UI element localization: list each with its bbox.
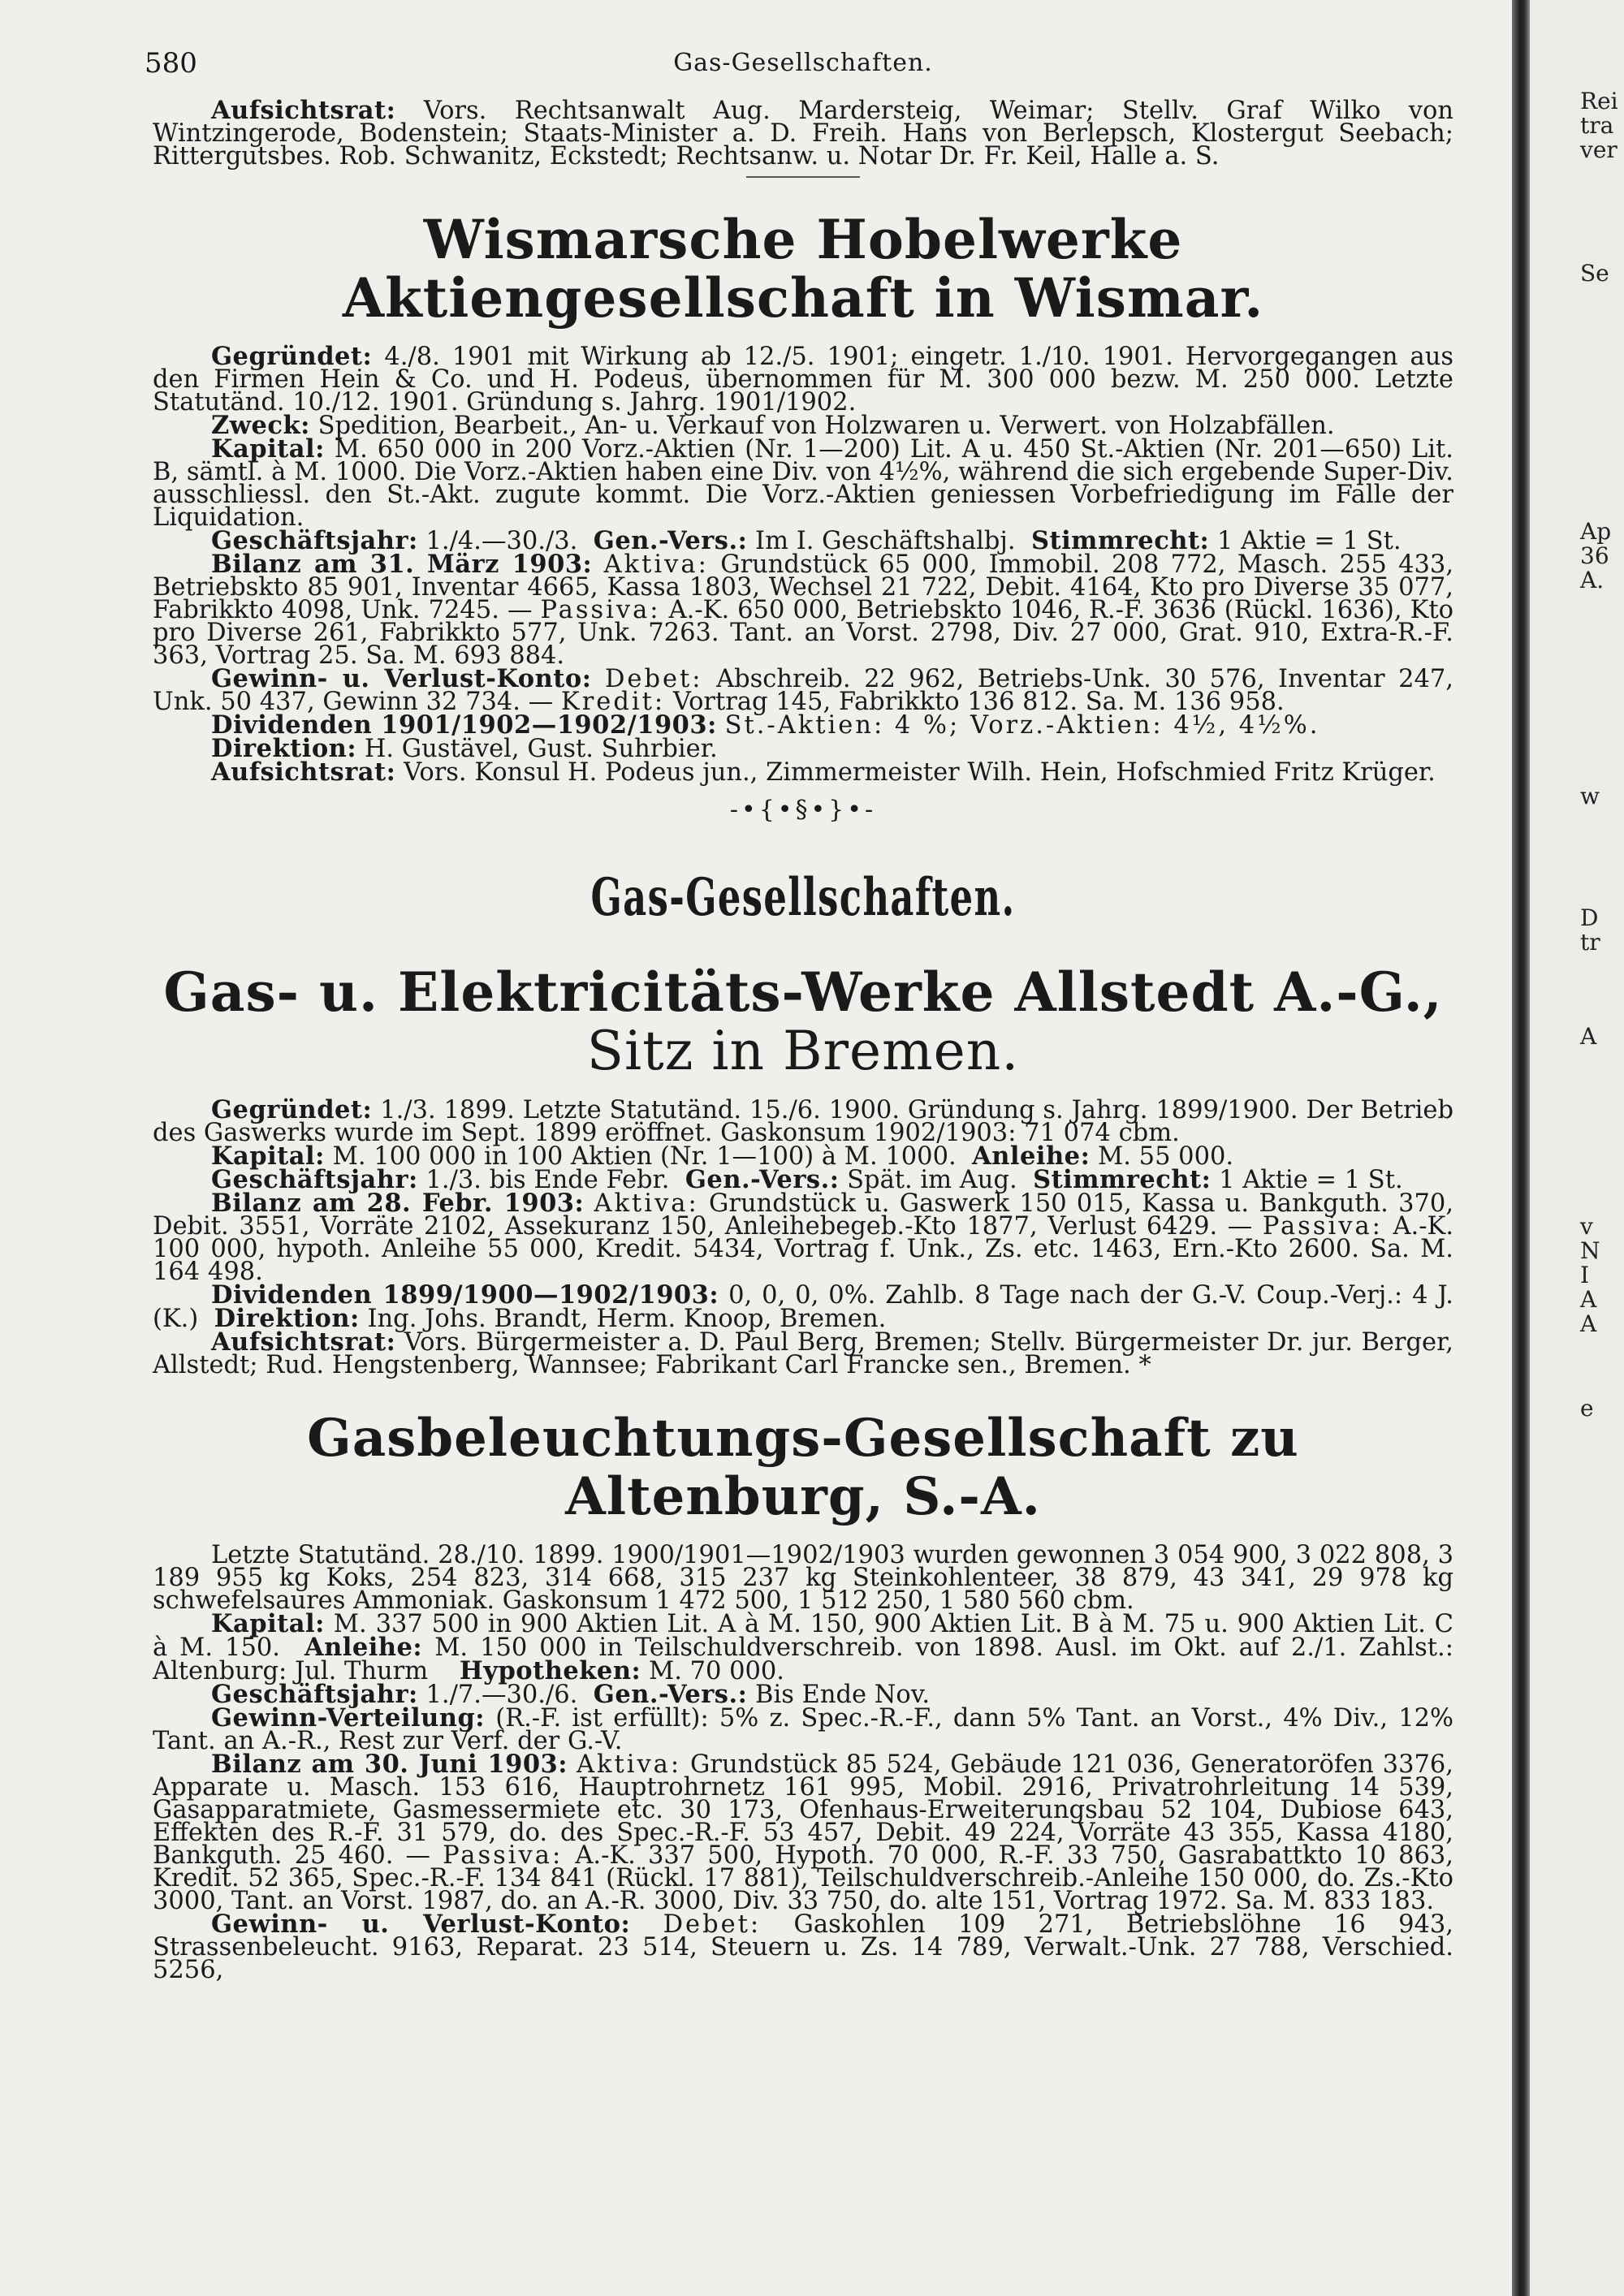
wismar-aufsichtsrat (153, 757, 1453, 787)
field-label: Dividenden 1901/1902—1902/1903: (211, 710, 717, 740)
section-heading: Gas-Gesellschaften. (590, 867, 1016, 928)
adjacent-fragment: Se (1580, 260, 1609, 287)
company-title-altenburg: Gasbeleuchtungs-Gesellschaft zu Altenburg, S.-A. (307, 1408, 1299, 1527)
field-label: Bilanz am 31. März 1903: (211, 550, 593, 579)
field-label: Bilanz am 28. Febr. 1903: (211, 1189, 585, 1218)
adjacent-fragment: D (1580, 904, 1599, 931)
adjacent-page-edge (1530, 0, 1624, 2296)
field-label: Anleihe: (304, 1633, 423, 1662)
altenburg-gewinnverteilung (153, 1703, 1453, 1755)
field-label: Aufsichtsrat: (211, 757, 396, 787)
field-label: Kapital: (211, 1609, 325, 1638)
field-value: M. 55 000. (1098, 1142, 1234, 1171)
wismar-kapital (153, 434, 1453, 532)
field-value: 1 Aktie = 1 St. (1217, 527, 1402, 555)
field-value: 1./3. bis Ende Febr. (425, 1166, 670, 1194)
company-title-wismar: Wismarsche Hobelwerke Aktiengesellschaft in Wismar. (342, 208, 1264, 330)
field-label: Geschäftsjahr: (211, 1165, 418, 1194)
field-label: Aufsichtsrat: (211, 96, 396, 125)
passiva-word: Passiva: (443, 1841, 564, 1870)
field-value: 1./3. 1899. Letzte Statutänd. 15./6. 1900. Gründung s. Jahrg. 1899/1900. Der Betrieb des Gaswerks wurde im Sept. 1899 eröffnet. Gaskonsum 1902/1903: 71 074 cbm. (153, 1096, 1454, 1147)
field-value: Spedition, Bearbeit., An- u. Verkauf von Holzwaren u. Verwert. von Holzabfällen. (317, 412, 1335, 440)
aktiva-word: Aktiva: (576, 1750, 682, 1779)
field-value: Ing. Johs. Brandt, Herm. Knoop, Bremen. (367, 1305, 887, 1333)
field-label: Dividenden 1899/1900—1902/1903: (211, 1280, 719, 1310)
field-value: A.-K. 650 000, Betriebskto 1046, R.-F. 3636 (Rückl. 1636), Kto pro Diverse 261, Fabrikkto 577, Unk. 7263. Tant. an Vorst. 2798, Div. 27 000, Grat. 910, Extra-R.-F. 363, Vortrag 25. Sa. M. 693 884. (153, 596, 1453, 670)
field-value: 1./7.—30./6. (425, 1681, 578, 1709)
field-label: Gen.-Vers.: (593, 1680, 748, 1709)
field-value: Gaskohlen 109 271, Betriebslöhne 16 943, Strassenbeleucht. 9163, Reparat. 23 514, Steuern u. Zs. 14 789, Verwalt.-Unk. 27 788, Verschied. 5256, (153, 1910, 1453, 1984)
divider-rule (746, 176, 860, 178)
field-label: Gewinn-Verteilung: (211, 1703, 486, 1733)
field-label: Geschäftsjahr: (211, 1680, 418, 1709)
field-value: St.-Aktien: 4 %; Vorz.-Aktien: 4½, 4½%. (724, 711, 1320, 740)
field-value: H. Gustävel, Gust. Suhrbier. (364, 735, 718, 763)
field-value: Grundstück 85 524, Gebäude 121 036, Generatoröfen 3376, Apparate u. Masch. 153 616, Hauptrohrnetz 161 995, Mobil. 2916, Privatrohrleitung 14 539, Gasapparatmiete, Gasmessermiete etc. 30 173, Ofenhaus-Erweiterungsbau 52 104, Dubiose 643, Effekten des R.-F. 31 579, do. des Spec.-R.-F. 53 457, Debit. 49 224, Vorräte 43 355, Kassa 4180, Bankguth. 25 460. — (153, 1750, 1454, 1870)
allstedt-aufsichtsrat (153, 1327, 1453, 1379)
field-label: Kapital: (211, 1142, 325, 1171)
field-label: Gen.-Vers.: (593, 526, 748, 555)
field-value: (R.-F. ist erfüllt): 5% z. Spec.-R.-F., dann 5% Tant. an Vorst., 4% Div., 12% Tant. an A.-R., Rest zur Verf. der G.-V. (153, 1704, 1453, 1755)
field-label: Gen.-Vers.: (685, 1165, 840, 1194)
field-label: Gewinn- u. Verlust-Konto: (211, 664, 592, 693)
allstedt-gegruendet (153, 1095, 1454, 1147)
field-label: Aufsichtsrat: (211, 1327, 396, 1357)
adjacent-fragment: tr (1580, 929, 1600, 956)
field-value: 0, 0, 0, 0%. Zahlb. 8 Tage nach der G.-V. Coup.-Verj.: 4 J. (K.) (153, 1281, 1453, 1333)
adjacent-fragment: A (1580, 1310, 1597, 1337)
adjacent-fragment: N (1580, 1237, 1600, 1264)
field-label: Anleihe: (972, 1142, 1091, 1171)
allstedt-bilanz (153, 1189, 1454, 1286)
field-label: Gegründet: (211, 1095, 373, 1124)
adjacent-fragment: tra (1580, 112, 1614, 139)
field-value: Im I. Geschäftshalbj. (755, 527, 1016, 555)
wismar-guv (153, 664, 1454, 716)
field-value: M. 100 000 in 100 Aktien (Nr. 1—100) à M. 1000. (332, 1142, 957, 1171)
company-title-allstedt (153, 960, 1453, 1082)
debet-word: Debet: (663, 1910, 762, 1939)
field-value: Vortrag 145, Fabrikkto 136 812. Sa. M. 136 958. (672, 688, 1285, 716)
field-value: M. 650 000 in 200 Vorz.-Aktien (Nr. 1—200) Lit. A u. 450 St.-Aktien (Nr. 201—650) Lit. B, sämtl. à M. 1000. Die Vorz.-Aktien haben eine Div. von 4½%, während die sich ergebende Super-Div. ausschliessl. den St.-Akt. zugute kommt. Die Vorz.-Aktien geniessen Vorbefriedigung im Falle der Liquidation. (153, 435, 1453, 532)
running-title: Gas-Gesellschaften. (673, 49, 933, 77)
company-name: Gas- u. Elektricitäts-Werke Allstedt A.-G., (163, 960, 1443, 1024)
adjacent-fragment: w (1580, 783, 1600, 809)
adjacent-fragment: Ap (1580, 518, 1612, 545)
field-label: Direktion: (214, 1304, 360, 1333)
field-value: Grundstück 65 000, Immobil. 208 772, Masch. 255 433, Betriebskto 85 901, Inventar 4665, Kassa 1803, Wechsel 21 722, Debit. 4164, Kto pro Diverse 35 077, Fabrikkto 4098, Unk. 7245. — (153, 550, 1454, 624)
field-value: M. 337 500 in 900 Aktien Lit. A à M. 150, 900 Aktien Lit. B à M. 75 u. 900 Aktien Lit. C à M. 150. (153, 1610, 1454, 1662)
adjacent-fragment: A (1580, 1023, 1597, 1050)
page-number: 580 (145, 47, 197, 80)
adjacent-fragment: Rei (1580, 88, 1618, 114)
field-label: Geschäftsjahr: (211, 526, 418, 555)
adjacent-fragment: A. (1580, 567, 1605, 593)
wismar-gegruendet (153, 342, 1453, 416)
wismar-zweck (153, 411, 1453, 440)
field-value: Abschreib. 22 962, Betriebs-Unk. 30 576, Inventar 247, Unk. 50 437, Gewinn 32 734. — (153, 665, 1454, 716)
field-value: 1./4.—30./3. (425, 527, 578, 555)
company-seat: Sitz in Bremen. (586, 1020, 1020, 1082)
adjacent-fragment: I (1580, 1262, 1590, 1288)
aktiva-word: Aktiva: (603, 550, 709, 579)
passiva-word: Passiva: (1262, 1212, 1383, 1241)
field-value: Vors. Rechtsanwalt Aug. Mardersteig, Weimar; Stellv. Graf Wilko von Wintzingerode, Bodenstein; Staats-Minister a. D. Freih. Hans von Berlepsch, Klostergut Seebach; Rittergutsbes. Rob. Schwanitz, Eckstedt; Rechtsanw. u. Notar Dr. Fr. Keil, Halle a. S. (153, 97, 1453, 170)
field-value: M. 70 000. (648, 1657, 785, 1685)
adjacent-fragment: ver (1580, 136, 1618, 163)
field-value: Vors. Bürgermeister a. D. Paul Berg, Bremen; Stellv. Bürgermeister Dr. jur. Berger, Allstedt; Rud. Hengstenberg, Wannsee; Fabrikant Carl Francke sen., Bremen. * (153, 1328, 1453, 1379)
field-label: Gegründet: (211, 342, 373, 371)
field-label: Hypotheken: (459, 1656, 641, 1685)
passiva-word: Passiva: (540, 596, 661, 624)
field-label: Gewinn- u. Verlust-Konto: (211, 1910, 631, 1939)
field-value: Vors. Konsul H. Podeus jun., Zimmermeister Wilh. Hein, Hofschmied Fritz Krüger. (404, 758, 1436, 787)
field-label: Kapital: (211, 434, 325, 464)
ornament-divider: -•{•§•}•- (729, 796, 877, 824)
kredit-word: Kredit: (560, 688, 666, 716)
field-label: Zweck: (211, 411, 310, 440)
aktiva-word: Aktiva: (594, 1189, 699, 1218)
field-value: Bis Ende Nov. (755, 1681, 931, 1709)
field-value: Grundstück u. Gaswerk 150 015, Kassa u. Bankguth. 370, Debit. 3551, Vorräte 2102, Assekuranz 150, Anleihebegeb.-Kto 1877, Verlust 6429. — (153, 1189, 1454, 1241)
field-value: A.-K. 337 500, Hypoth. 70 000, R.-F. 33 750, Gasrabattkto 10 863, Kredit. 52 365, Spec.-R.-F. 134 841 (Rückl. 17 881), Teilschuldverschreib.-Anleihe 150 000, do. Zs.-Kto 3000, Tant. an Vorst. 1987, do. an A.-R. 3000, Div. 33 750, do. alte 151, Vortrag 1972. Sa. M. 833 183. (153, 1841, 1453, 1915)
field-value: 1 Aktie = 1 St. (1219, 1166, 1403, 1194)
field-label: Direktion: (211, 734, 357, 763)
altenburg-guv (153, 1910, 1453, 1984)
top-fragment-paragraph (153, 96, 1453, 170)
field-value: Spät. im Aug. (847, 1166, 1017, 1194)
debet-word: Debet: (604, 665, 703, 693)
adjacent-fragment: v (1580, 1213, 1593, 1240)
adjacent-fragment: 36 (1580, 542, 1609, 569)
field-label: Stimmrecht: (1030, 526, 1210, 555)
field-label: Bilanz am 30. Juni 1903: (211, 1750, 568, 1779)
page-content (145, 47, 1454, 1984)
field-value: 4./8. 1901 mit Wirkung ab 12./5. 1901; eingetr. 1./10. 1901. Hervorgegangen aus den Firmen Hein & Co. und H. Podeus, übernommen für M. 300 000 bezw. M. 250 000. Letzte Statutänd. 10./12. 1901. Gründung s. Jahrg. 1901/1902. (153, 343, 1453, 416)
altenburg-kapital (153, 1609, 1454, 1685)
field-value: A.-K. 100 000, hypoth. Anleihe 55 000, Kredit. 5434, Vortrag f. Unk., Zs. etc. 1463, Ern.-Kto 2600. Sa. M. 164 498. (153, 1212, 1454, 1286)
field-label: Stimmrecht: (1033, 1165, 1212, 1194)
altenburg-bilanz (153, 1750, 1454, 1915)
adjacent-fragment: e (1580, 1395, 1594, 1422)
field-value: M. 150 000 in Teilschuldverschreib. von 1898. Ausl. im Okt. auf 2./1. Zahlst.: Altenburg: Jul. Thurm (153, 1634, 1454, 1685)
adjacent-fragment: A (1580, 1286, 1597, 1313)
running-head (145, 47, 1453, 84)
allstedt-dividenden (153, 1280, 1453, 1333)
wismar-bilanz (153, 550, 1454, 670)
altenburg-intro: Letzte Statutänd. 28./10. 1899. 1900/1901—1902/1903 wurden gewonnen 3 054 900, 3 022 808, 3 189 955 kg Koks, 254 823, 314 668, 315 237 kg Steinkohlenteer, 38 879, 43 341, 29 978 kg schwefelsaures Ammoniak. Gaskonsum 1 472 500, 1 512 250, 1 580 560 cbm. (153, 1541, 1453, 1615)
book-gutter (1512, 0, 1530, 2296)
